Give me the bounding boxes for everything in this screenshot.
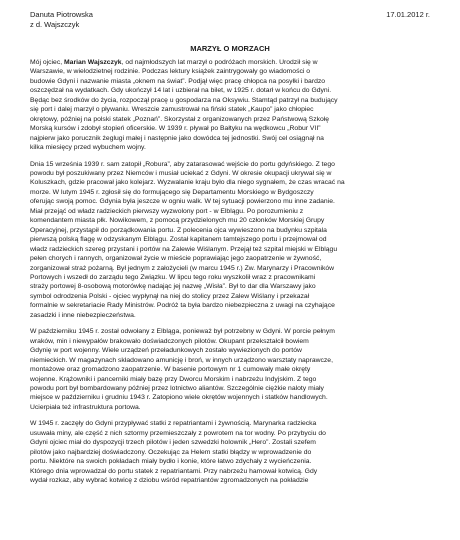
text-line: Operacyjnej, przystąpił do porządkowania portu. Z polecenia ojca wywieszono na budynku szpitala	[30, 226, 327, 234]
document-date: 17.01.2012 r.	[386, 10, 430, 19]
text-line: powodu port był bombardowany później przez lotnictwo aliantów. Szczególnie ciężkie naloty miały	[30, 384, 324, 392]
text-line: Morską kursów i zdobył stopień oficerskie. W 1939 r. pływał po Bałtyku na wędkowcu „Robur VII”	[30, 125, 321, 133]
text-line: W 1945 r. zaczęły do Gdyni przypływać statki z repatriantami i żywnością. Marynarka radziecka	[30, 420, 317, 428]
text-line: Gdynię w port wojenny. Wiele urządzeń przeładunkowych zostało wywiezionych do portów	[30, 347, 302, 355]
text-line: montażowe oraz gromadzono zaopatrzenie. W basenie portowym nr 1 cumowały małe okręty	[30, 366, 311, 374]
text-line: Ucierpiała też infrastruktura portowa.	[30, 403, 141, 411]
text-line: straży portowej 8-osobową motorówkę nadając jej nazwę „Wisła”. Był to dar dla Warszawy jako	[30, 283, 316, 291]
author-relation: z d. Wajszczyk	[30, 20, 80, 29]
author-name: Danuta Piotrowska	[30, 10, 93, 19]
text-line: Koluszkach, gdzie pracował jako kolejarz. Wyzwalanie kraju było dla niego sygnałem, że czas wracać na	[30, 179, 345, 187]
text-line: budowie Gdyni i nazwanie miasta „oknem na świat”. Podjął więc pracę chłopca na posyłki i bardzo	[30, 77, 326, 85]
body-paragraph	[30, 327, 430, 412]
text-line: formalnie w sekretariacie Rady Ministrów. Podróż ta była bardzo niebezpieczna z uwagi na czyhające	[30, 302, 335, 310]
text-line: Gdyni ojciec miał do dyspozycji trzech pilotów i jeden szwedzki holownik „Hero”. Zostali szefem	[30, 439, 316, 447]
text-line: pierwszą polską flagę w odzyskanym Elblągu. Został kapitanem tamtejszego portu i przejmował od	[30, 236, 327, 244]
text-line: Warszawie, w wielodzietnej rodzinie. Podczas lektury książek zaintrygowały go wiadomości o	[30, 68, 311, 76]
document-body	[30, 58, 430, 492]
bold-name: Marian Wajszczyk	[64, 59, 122, 66]
text-line: oszczędzał na wydatkach. Gdy ukończył 14 lat i uzbierał na bilet, w 1925 r. dotarł w końcu do Gdyni.	[30, 87, 332, 95]
text-line: komendantem miasta płk. Nowikowem, z pomocą przydzielonych mu 20 członków Morskiej Grupy	[30, 217, 325, 225]
text-line: najpierw jako porucznik żeglugi małej i następnie jako dowódca tej jednostki. Swój cel osiągnął na	[30, 134, 324, 142]
text-line: się port i dalej marzył o pływaniu. Wreszcie zamustrował na fiński statek „Kaupo” jako chłopiec	[30, 106, 314, 114]
text-line: Dnia 15 września 1939 r. sam zatopił „Robura”, aby zatarasować wejście do portu gdyńskiego. Z tego	[30, 160, 335, 168]
text-line: władz radzieckich szereg przystani i portów na Zalewie Wiślanym. Przejął też szpital miejski w Elblągu	[30, 245, 338, 253]
document-title: MARZYŁ O MORZACH	[190, 44, 270, 53]
text-line: niemieckich. W magazynach składowano amunicję i broń, w innych urządzono warsztaty naprawcze,	[30, 356, 333, 364]
body-paragraph	[30, 160, 430, 321]
text-line: zasadzki i inne niebezpieczeństwa.	[30, 311, 136, 319]
text-line: Miał przejąć od władz radzieckich pierwszy wyzwolony port - w Elblągu. Po porozumieniu z	[30, 207, 304, 215]
text-line: W październiku 1945 r. został odwołany z Elbląga, ponieważ był potrzebny w Gdyni. W porcie pełnym	[30, 328, 335, 336]
text-line: pilotów jako najbardziej doświadczony. Oczekując za Helem statki błądzy w wprowadzenie do	[30, 448, 312, 456]
text-line: pełen chorych i rannych, organizował życie w mieście poprawiając jego zaopatrzenie w żywność,	[30, 255, 322, 263]
text-line: oferując swoją pomoc. Gdynia była jeszcze w ogniu walk. W tej sytuacji powierzono mu inne zadanie.	[30, 198, 335, 206]
text-line: portu. Niektóre na swoich pokładach miały bydło i konie, które łatwo zdychały z wycieńczenia.	[30, 458, 312, 466]
text-line: Będąc bez środków do życia, rozpoczął pracę u gospodarza na Oksywiu. Stamtąd patrzył na budujący	[30, 96, 338, 104]
text-line	[30, 58, 430, 67]
text-line: miejsce w październiku i grudniu 1943 r. Zatopiono wiele okrętów wojennych i statków handlowych.	[30, 394, 328, 402]
text-line: okrętowy, później na polski statek „Poznań”. Skorzystał z organizowanych przez Państwową Szkołę	[30, 115, 330, 123]
text-line: powodu był poszukiwany przez Niemców i musiał uciekać z Gdyni. W okresie okupacji ukrywał się w	[30, 169, 332, 177]
text-line: morze. W lutym 1945 r. zgłosił się do formującego się Departamentu Morskiego w Bydgoszczy	[30, 188, 314, 196]
body-paragraph	[30, 58, 430, 153]
text-line: usuwała miny, ale część z nich sztormy przemieszczały z powrotem na tor wodny. Po przybyciu do	[30, 429, 326, 437]
text-line: kilka miesięcy przed wybuchem wojny.	[30, 144, 146, 152]
text-line: symbol odrodzenia Polski - ojciec wypłynął na niej do stolicy przez Zalew Wiślany i przekazał	[30, 292, 310, 300]
text-line: Którego dnia wprowadzał do portu statek z repatriantami. Przy nabrzeżu hamował kotwicą. Gdy	[30, 467, 318, 475]
text-line: wojenne. Krążowniki i pancerniki miały bazę przy Dworcu Morskim i nabrzeżu Indyjskim. Z tego	[30, 375, 317, 383]
text-line: wraków, min i niewypałów brakowało doświadczonych pilotów. Okupant przekształcił bowiem	[30, 337, 309, 345]
text-line: Portowych i wszedł do zarządu tego Związku. W lipcu tego roku wyszkolił wraz z pracownikami	[30, 273, 316, 281]
text-segment: , od najmłodszych lat marzył o podróżach morskich. Urodził się w	[121, 59, 318, 66]
body-paragraph	[30, 419, 430, 485]
text-segment: Mój ojciec,	[30, 59, 64, 66]
text-line: zorganizował straż pożarną. Był jednym z założycieli (w marcu 1945 r.) Zw. Marynarzy i Pracowników	[30, 264, 335, 272]
text-line: wydał rozkaz, aby wybrać kotwicę z dziobu wśród repatriantów zgromadzonych na pokładzie	[30, 477, 309, 485]
letter-header	[30, 10, 430, 40]
